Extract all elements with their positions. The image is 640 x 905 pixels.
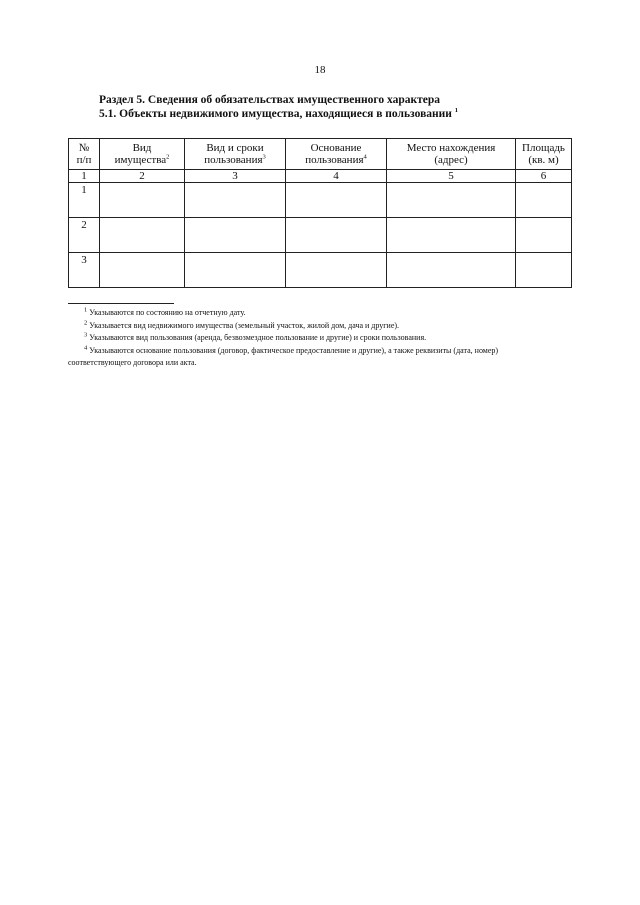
header-line: № [78,142,90,154]
header-line: пользования [204,154,263,166]
header-line: Вид [132,142,152,154]
column-number: 6 [516,170,572,183]
footnote-divider [68,303,174,304]
footnote-mark: 1 [84,306,88,314]
header-line: Площадь [522,142,565,154]
header-cell-property-type [100,139,185,170]
footnote-text: Указываются вид пользования (аренда, безвозмездное пользование и другие) и сроки пользования. [89,333,427,342]
column-number: 1 [69,170,100,183]
column-number: 4 [286,170,387,183]
column-number: 5 [387,170,516,183]
footnote-text: Указываются основание пользования (договор, фактическое предоставление и другие), а также реквизиты (дата, номер) соответствующего договора или акта. [68,345,499,367]
footnote-mark: 4 [84,343,88,351]
subsection-title [99,108,458,120]
table-row [69,218,572,253]
row-number: 1 [69,183,100,218]
header-cell-area [516,139,572,170]
cell-usage-basis[interactable] [286,183,387,218]
header-line: Основание [310,142,362,154]
header-line: (адрес) [434,154,468,166]
footnote [68,307,548,320]
column-number: 2 [100,170,185,183]
cell-location[interactable] [387,218,516,253]
subsection-footnote-mark: 1 [454,107,459,115]
cell-area[interactable] [516,218,572,253]
section-title-text: Раздел 5. Сведения об обязательствах имущественного характера [99,94,440,106]
header-cell-number [69,139,100,170]
header-line: (кв. м) [528,154,559,166]
header-cell-location [387,139,516,170]
table-row [69,253,572,288]
row-number: 2 [69,218,100,253]
cell-usage-type[interactable] [185,183,286,218]
header-line: имущества [114,154,167,166]
property-table-container [68,138,572,288]
cell-property-type[interactable] [100,218,185,253]
column-number: 3 [185,170,286,183]
section-title [99,94,440,106]
subsection-title-text: 5.1. Объекты недвижимого имущества, находящиеся в пользовании [99,108,452,120]
footnote-mark: 2 [84,318,88,326]
header-line: пользования [305,154,364,166]
cell-area[interactable] [516,253,572,288]
footnote-mark: 3 [84,331,88,339]
footnote [68,345,548,370]
header-footnote-mark: 3 [262,153,266,161]
row-number: 3 [69,253,100,288]
property-table [68,138,572,288]
cell-location[interactable] [387,253,516,288]
cell-property-type[interactable] [100,183,185,218]
cell-usage-type[interactable] [185,218,286,253]
footnote [68,332,548,345]
table-header-row [69,139,572,170]
table-row [69,183,572,218]
header-line: п/п [76,154,92,166]
header-line: Вид и сроки [206,142,264,154]
cell-property-type[interactable] [100,253,185,288]
footnote [68,320,548,333]
header-footnote-mark: 2 [166,153,170,161]
cell-usage-type[interactable] [185,253,286,288]
header-cell-usage-basis [286,139,387,170]
cell-location[interactable] [387,183,516,218]
header-footnote-mark: 4 [363,153,367,161]
header-line: Место нахождения [406,142,496,154]
footnote-text: Указывается вид недвижимого имущества (земельный участок, жилой дом, дача и другие). [89,320,400,330]
cell-usage-basis[interactable] [286,218,387,253]
column-number-row [69,170,572,183]
page-number: 18 [314,64,326,76]
header-cell-usage-type [185,139,286,170]
cell-usage-basis[interactable] [286,253,387,288]
footnotes [68,307,548,370]
footnote-text: Указываются по состоянию на отчетную дату. [89,308,246,317]
cell-area[interactable] [516,183,572,218]
